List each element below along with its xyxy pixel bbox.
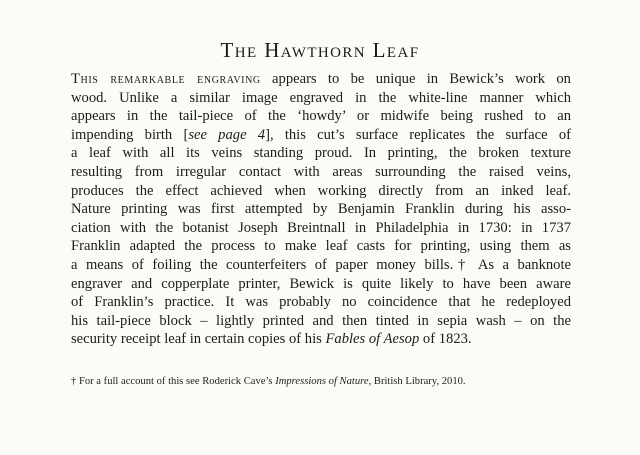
footnote: † For a full account of this see Roderick Cave’s Impressions of Nature, British Library, 2010. [71, 376, 466, 387]
text-line-14: his tail-piece block – lightly printed and then tinted in sepia wash – on the [71, 312, 571, 329]
book-title-fables-of-aesop: Fables of Aesop [325, 331, 420, 348]
page-title: The Hawthorn Leaf [220, 38, 420, 62]
text-line-12: engraver and copperplate printer, Bewick is quite likely to have been aware [71, 275, 571, 292]
text-line-1: This remarkable engraving appears to be unique in Bewick’s work on [71, 71, 571, 87]
text-line-3: appears in the tail-piece of the ‘howdy’ or midwife being rushed to an [71, 108, 571, 125]
text-line-8: Nature printing was first attempted by Benjamin Franklin during his asso- [71, 201, 571, 218]
text-line-5: a leaf with all its veins standing proud. In printing, the broken texture [71, 145, 571, 162]
text-line-11: a means of foiling the counterfeiters of paper money bills.† As a banknote [71, 256, 571, 273]
lead-in-small-caps: This remarkable engraving [71, 71, 261, 87]
text-line-2: wood. Unlike a similar image engraved in the white-line manner which [71, 89, 571, 106]
text-line-7: produces the effect achieved when working directly from an inked leaf. [71, 182, 571, 199]
text-line-15: security receipt leaf in certain copies of his Fables of Aesop of 1823. [71, 331, 472, 348]
page-reference: see page 4 [188, 126, 266, 143]
text-line-9: ciation with the botanist Joseph Breintnall in Philadelphia in 1730: in 1737 [71, 219, 571, 236]
body-paragraph [71, 70, 571, 349]
footnote-book-title: Impressions of Nature [275, 376, 369, 387]
text-line-10: Franklin adapted the process to make leaf casts for printing, using them as [71, 238, 571, 255]
text-line-13: of Franklin’s practice. It was probably no coincidence that he redeployed [71, 294, 571, 311]
text-line-4: impending birth [see page 4], this cut’s surface replicates the surface of [71, 126, 571, 143]
text-line-6: resulting from irregular contact with areas surrounding the raised veins, [71, 163, 571, 180]
